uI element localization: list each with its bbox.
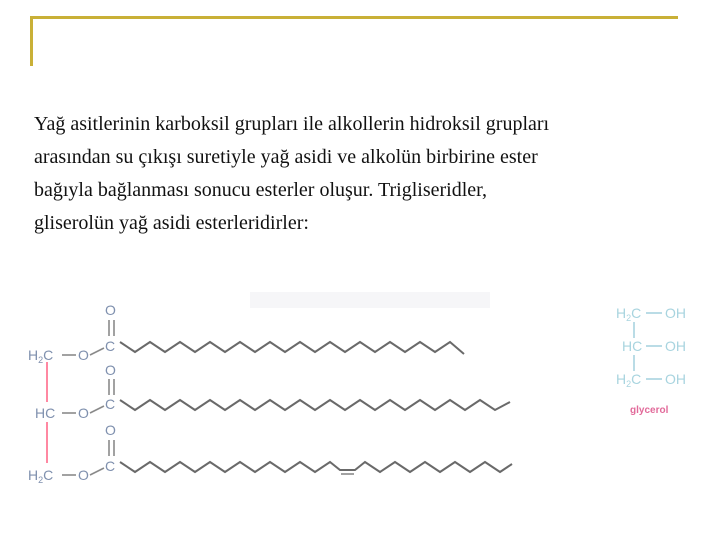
- fatty-acid-chain-3: [120, 462, 512, 472]
- ester-oxygen: O: [78, 405, 89, 421]
- paragraph-line: bağıyla bağlanması sonucu esterler oluşur. Trigliseridler,: [34, 179, 488, 201]
- glycerol-oh: OH: [665, 305, 686, 321]
- carbonyl-carbon: C: [105, 338, 116, 354]
- glycerol-h2c-bottom: $H_2C$: [616, 371, 642, 389]
- paragraph-line: gliserolün yağ asidi esterleridirler:: [34, 212, 309, 234]
- fatty-acid-chain-1: [120, 342, 464, 354]
- ester-oxygen: O: [78, 467, 89, 483]
- carbonyl-carbon: C: [105, 458, 116, 474]
- glycerol-h2c-top: $H_2C$: [616, 305, 642, 323]
- glycerol-label: glycerol: [630, 405, 669, 416]
- ester-row-3: [28, 422, 512, 485]
- ester-row-1: [28, 302, 464, 365]
- glycerol-oh: OH: [665, 371, 686, 387]
- frame-top-border: [30, 16, 678, 19]
- frame-left-border: [30, 16, 33, 66]
- carbonyl-oxygen: O: [105, 302, 116, 318]
- ester-oxygen: O: [78, 347, 89, 363]
- faded-caption-smudge: [250, 292, 490, 308]
- triglyceride-diagram: [0, 280, 720, 500]
- hc-label: HC: [35, 405, 56, 421]
- glycerol-oh: OH: [665, 338, 686, 354]
- carbonyl-carbon: C: [105, 396, 116, 412]
- paragraph-line: Yağ asitlerinin karboksil grupları ile alkollerin hidroksil grupları: [34, 113, 550, 135]
- ester-row-2: [35, 362, 510, 421]
- glycerol-structure: [616, 305, 686, 416]
- fatty-acid-chain-2: [120, 400, 510, 410]
- body-paragraph: [34, 108, 674, 240]
- h2c-label: $H_2C$: [28, 467, 54, 485]
- carbonyl-oxygen: O: [105, 362, 116, 378]
- paragraph-line: arasından su çıkışı suretiyle yağ asidi ve alkolün birbirine ester: [34, 146, 538, 168]
- glycerol-hc: HC: [622, 338, 643, 354]
- carbonyl-oxygen: O: [105, 422, 116, 438]
- h2c-label: $H_2C$: [28, 347, 54, 365]
